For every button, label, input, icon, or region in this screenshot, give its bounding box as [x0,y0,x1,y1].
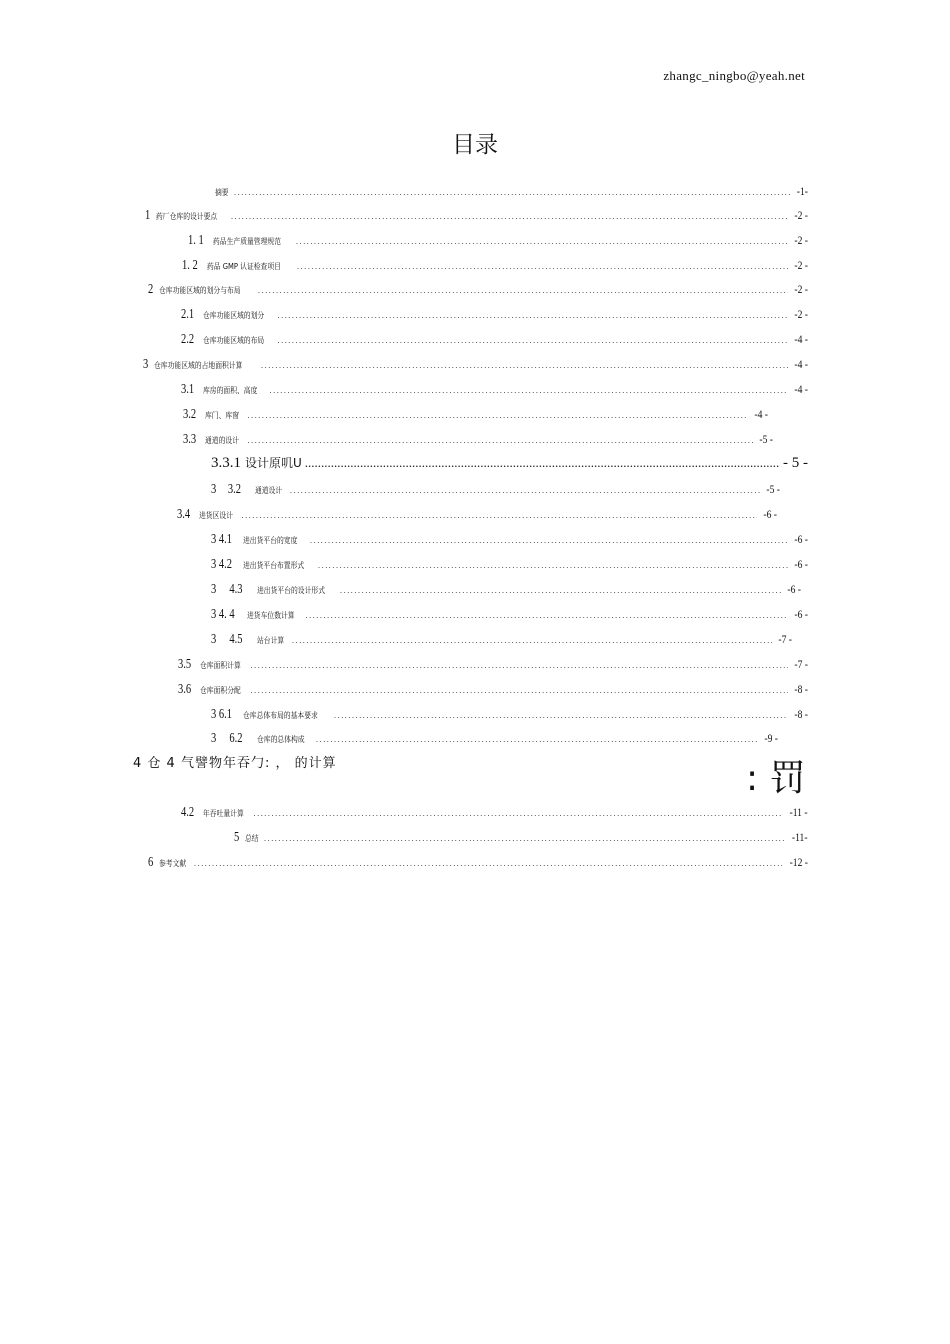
toc-leader [340,586,781,595]
toc-entry-number: 6 [148,855,154,870]
toc-entry-number: 3 [143,357,149,372]
toc-entry-page: -8 - [794,682,808,696]
toc-entry-text: 仓库面积计算 [199,661,241,670]
toc-leader [270,386,789,395]
toc-entry-number: 3 4.2 [211,557,232,572]
toc-entry-page: -11- [792,830,808,844]
toc-entry[interactable] [215,184,808,204]
toc-leader [310,536,788,545]
toc-leader [231,212,788,221]
toc-leader [305,455,780,471]
toc-entry-page: -2 - [794,208,808,222]
toc-entry-number: 5 [234,830,240,845]
toc-entry-page: -4 - [794,357,808,371]
toc-entry[interactable] [178,657,808,677]
toc-entry[interactable] [211,454,808,478]
toc-entry-number: 3 3.2 [211,482,241,497]
toc-entry-text: 仓库功能区域的划分与布局 [159,286,241,295]
toc-entry-page: - 5 - [783,455,808,471]
toc-leader [234,188,791,197]
toc-entry-page: -11 - [789,805,808,819]
toc-entry-page: -2 - [794,307,808,321]
toc-entry-number: 3 4. 4 [211,607,235,622]
toc-entry-number: 3 4.5 [211,632,243,647]
toc-entry-text: 药品 GMP 认证检查项目 [207,262,281,271]
toc-entry-number: 3.6 [178,682,192,697]
toc-entry-text: 药品生产质量管理规范 [213,237,281,246]
toc-entry-text: 站台计算 [257,636,285,645]
toc-entry-number: 3 6.1 [211,707,232,722]
toc-entry[interactable] [188,233,808,253]
toc-entry[interactable] [211,731,808,751]
toc-entry[interactable] [181,332,808,352]
toc-entry-text: 仓库功能区域的划分 [202,311,264,320]
toc-entry[interactable] [181,307,808,327]
toc-entry-text: 进出货平台布置形式 [243,561,305,570]
toc-entry-number: 3.2 [183,407,197,422]
toc-entry[interactable] [211,532,808,552]
toc-entry-text: 进出货平台的设计形式 [257,586,325,595]
toc-entry-number: 3 4.1 [211,532,232,547]
toc-leader [292,636,772,645]
toc-entry-page: -2 - [794,233,808,247]
toc-entry[interactable] [181,805,808,825]
toc-entry[interactable] [181,382,808,402]
toc-entry-number: 3.5 [178,657,192,672]
toc-leader [318,561,788,570]
toc-entry-page: -5 - [758,432,773,446]
toc-entry[interactable] [177,507,801,527]
toc-entry[interactable] [211,607,808,627]
toc-entry-number: 3 6.2 [211,731,243,746]
toc-entry-page: -2 - [794,282,808,296]
toc-leader [264,834,785,843]
toc-entry[interactable] [178,682,808,702]
toc-entry[interactable] [211,707,808,727]
toc-entry-section-4-page: : 罚 [746,758,806,799]
toc-entry-text: 仓库功能区域的占地面积计算 [154,361,243,370]
toc-entry-page: -1- [796,184,808,198]
toc-entry-page: -7 - [794,657,808,671]
toc-entry-number: 2.1 [181,307,195,322]
toc-entry-page: -6 - [794,532,808,546]
toc-entry-page: -12 - [789,855,808,869]
toc-entry-page: -4 - [753,407,768,421]
toc-entry-number: 2.2 [181,332,195,347]
toc-entry[interactable] [148,855,808,875]
toc-entry-number: 1 [145,208,151,223]
toc-leader [251,686,789,695]
header-email: zhangc_ningbo@yeah.net [663,68,805,83]
toc-entry-page: -8 - [794,707,808,721]
toc-entry[interactable] [211,557,808,577]
toc-leader [296,237,788,246]
toc-leader [334,711,788,720]
toc-entry-text: 进出货平台的宽度 [243,536,298,545]
toc-entry-number: 3.4 [177,507,191,522]
toc-entry-page: -6 - [794,607,808,621]
toc-entry-text: 库房的面积、高度 [202,386,257,395]
toc-entry[interactable] [211,582,801,602]
toc-entry-page: -7 - [778,632,792,646]
toc-entry-text: 库门、库窗 [204,411,239,420]
toc-leader [248,436,753,445]
toc-leader [251,661,789,670]
toc-entry-text: 通道设计 [255,486,283,495]
toc-leader [261,361,788,370]
toc-entry[interactable] [183,432,808,452]
toc-leader [290,486,760,495]
toc-entry[interactable] [182,258,808,278]
toc-entry-number: 4.2 [181,805,195,820]
toc-leader [258,286,788,295]
toc-entry-page: -6 - [787,582,801,596]
toc-entry-page: -2 - [794,258,808,272]
toc-entry[interactable] [234,830,808,850]
toc-entry-number: 1. 1 [188,233,204,248]
toc-entry-text: 通道的设计 [204,436,239,445]
toc-entry-section-4[interactable]: 4 仓 4 气譬物年吞勹: ， 的计算 [133,756,337,771]
toc-entry-text: 参考文献 [159,859,187,868]
toc-entry-text: 仓库总体布局的基本要求 [243,711,318,720]
toc-leader [254,809,783,818]
toc-leader [297,262,788,271]
toc-entry-text: 进货车位数计算 [246,611,295,620]
toc-entry-number: 1. 2 [182,258,198,273]
toc-entry-text: 仓库面积分配 [199,686,241,695]
toc-leader [278,311,789,320]
toc-entry[interactable] [211,632,801,652]
toc-entry[interactable] [143,357,808,377]
page-title: 目录 [452,132,498,158]
toc-entry[interactable] [145,208,808,228]
toc-entry[interactable] [183,407,808,427]
toc-entry-text: 摘要 [215,188,229,197]
toc-entry[interactable] [211,482,801,502]
toc-leader [194,859,782,868]
toc-entry-text: 总结 [245,834,259,843]
toc-entry-page: -6 - [794,557,808,571]
toc-entry-text: 设计原叽U [245,456,302,470]
toc-entry-number: 3.3.1 [211,455,241,471]
toc-entry-text: 仓库的总体构成 [257,735,305,744]
toc-leader [306,611,789,620]
toc-entry-page: -9 - [764,731,778,745]
toc-entry-number: 2 [148,282,154,297]
toc-leader [248,411,748,420]
toc-entry-text: 药厂仓库的设计要点 [156,212,218,221]
toc-entry-text: 年吞吐量计算 [202,809,244,818]
toc-entry-page: -4 - [794,332,808,346]
toc-entry-text: 进货区设计 [198,511,233,520]
toc-entry-page: -5 - [766,482,780,496]
toc-leader [242,511,757,520]
toc-leader [316,735,758,744]
toc-entry-number: 3.1 [181,382,195,397]
toc-entry-text: 仓库功能区域的布局 [202,336,264,345]
toc-entry-page: -6 - [762,507,777,521]
toc-entry-number: 3.3 [183,432,197,447]
toc-entry-page: -4 - [794,382,808,396]
toc-entry-number: 3 4.3 [211,582,243,597]
toc-entry[interactable] [148,282,808,302]
toc-leader [278,336,789,345]
